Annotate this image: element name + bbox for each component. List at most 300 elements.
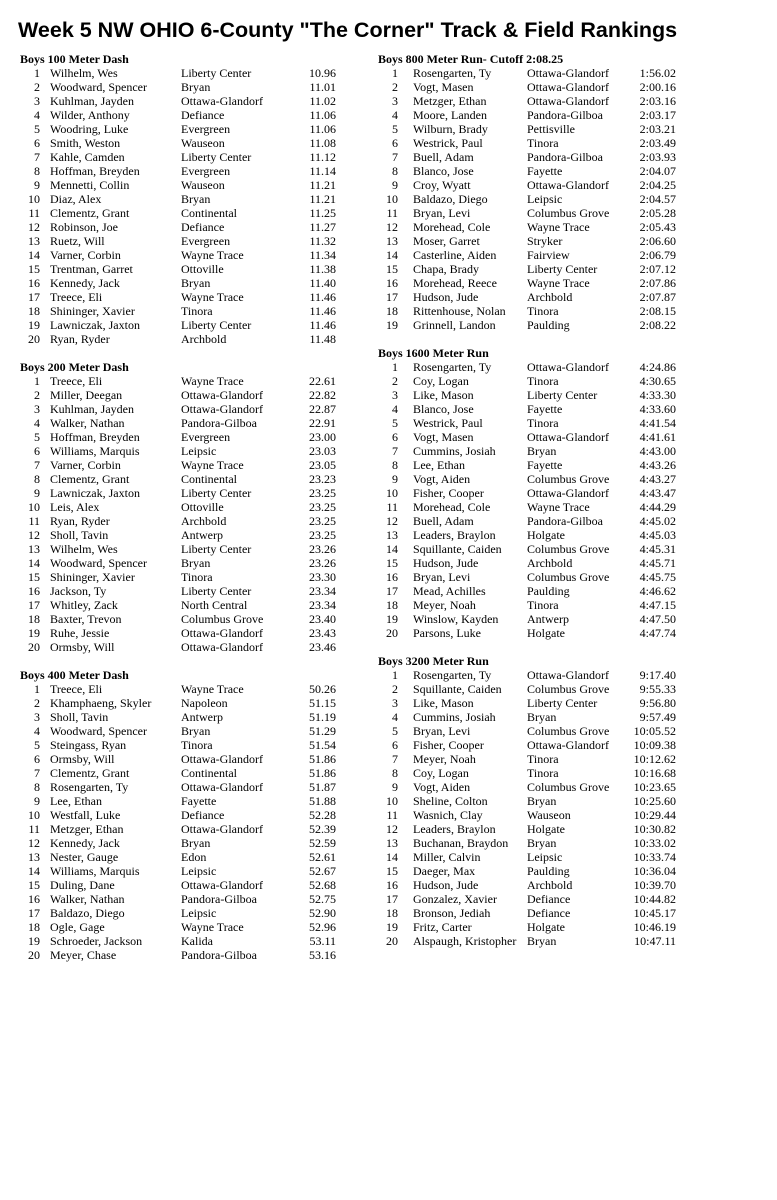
result-rank: 5 [392,416,398,430]
result-school: Stryker [527,234,563,248]
result-time: 50.26 [309,682,336,696]
result-time: 2:04.07 [639,164,676,178]
result-school: Evergreen [181,234,231,248]
result-rank: 10 [386,486,398,500]
result-rank: 18 [28,304,40,318]
result-name: Kennedy, Jack [50,276,120,290]
result-school: Wayne Trace [527,220,590,234]
result-row [378,416,758,430]
result-time: 4:33.30 [639,388,676,402]
result-row [378,584,758,598]
result-row [20,500,350,514]
result-time: 4:45.02 [639,514,676,528]
result-school: Tinora [527,374,559,388]
result-time: 23.30 [309,570,336,584]
result-time: 23.26 [309,542,336,556]
result-name: Parsons, Luke [413,626,481,640]
result-row [20,416,350,430]
result-name: Vogt, Aiden [413,780,471,794]
result-name: Coy, Logan [413,766,469,780]
result-row [378,234,758,248]
result-rank: 16 [28,892,40,906]
result-time: 10:33.74 [633,850,676,864]
result-school: Fayette [527,164,563,178]
result-time: 9:57.49 [639,710,676,724]
result-school: Ottawa-Glandorf [527,738,609,752]
event-boys-400-meter-dash [20,668,350,962]
result-row [20,402,350,416]
result-rank: 13 [28,542,40,556]
event-title: Boys 800 Meter Run- Cutoff 2:08.25 [378,52,564,66]
result-time: 11.14 [309,164,336,178]
result-row [20,234,350,248]
page-title: Week 5 NW OHIO 6-County "The Corner" Track & Field Rankings [18,18,678,42]
result-time: 4:30.65 [639,374,676,388]
result-rank: 4 [392,710,398,724]
result-time: 4:41.61 [639,430,676,444]
result-name: Buell, Adam [413,514,474,528]
result-row [20,108,350,122]
result-rank: 13 [28,850,40,864]
result-school: Antwerp [181,710,223,724]
event-boys-100-meter-dash [20,52,350,346]
result-rank: 20 [386,626,398,640]
result-name: Gonzalez, Xavier [413,892,497,906]
result-row [20,262,350,276]
result-row [378,752,758,766]
result-school: Wayne Trace [181,374,244,388]
result-time: 2:07.86 [639,276,676,290]
result-school: Continental [181,472,237,486]
result-rank: 3 [392,94,398,108]
result-row [378,94,758,108]
result-school: Liberty Center [181,542,252,556]
result-name: Metzger, Ethan [50,822,124,836]
result-name: Squillante, Caiden [413,542,502,556]
result-row [378,444,758,458]
result-school: Defiance [181,220,225,234]
result-school: Columbus Grove [527,682,610,696]
result-time: 11.46 [309,304,336,318]
result-name: Cummins, Josiah [413,444,496,458]
result-school: Pandora-Gilboa [527,108,603,122]
result-name: Morehead, Reece [413,276,497,290]
result-row [20,458,350,472]
result-rank: 12 [28,836,40,850]
result-name: Hudson, Jude [413,878,479,892]
result-row [20,878,350,892]
result-rank: 3 [392,696,398,710]
result-rank: 15 [28,262,40,276]
result-time: 4:43.00 [639,444,676,458]
event-boys-200-meter-dash [20,360,350,654]
result-time: 22.87 [309,402,336,416]
event-title: Boys 400 Meter Dash [20,668,129,682]
result-rank: 18 [28,920,40,934]
result-school: Pandora-Gilboa [527,514,603,528]
result-school: Columbus Grove [527,780,610,794]
result-row [20,542,350,556]
result-time: 52.68 [309,878,336,892]
result-time: 10:39.70 [633,878,676,892]
result-rank: 2 [34,80,40,94]
result-school: Ottawa-Glandorf [181,780,263,794]
result-rank: 6 [34,136,40,150]
result-rank: 12 [386,514,398,528]
result-rank: 19 [28,934,40,948]
result-row [378,920,758,934]
result-rank: 5 [34,430,40,444]
result-name: Grinnell, Landon [413,318,496,332]
result-school: Columbus Grove [527,570,610,584]
result-school: Liberty Center [181,486,252,500]
result-rank: 4 [34,108,40,122]
result-row [20,388,350,402]
result-school: Wayne Trace [527,276,590,290]
result-time: 23.40 [309,612,336,626]
result-school: Ottawa-Glandorf [181,388,263,402]
result-time: 51.19 [309,710,336,724]
result-row [378,808,758,822]
result-school: Leipsic [181,906,217,920]
result-time: 4:46.62 [639,584,676,598]
result-rank: 10 [386,794,398,808]
result-name: Clementz, Grant [50,206,130,220]
result-time: 4:41.54 [639,416,676,430]
result-row [20,122,350,136]
result-name: Fisher, Cooper [413,486,484,500]
result-name: Trentman, Garret [50,262,133,276]
result-school: Ottawa-Glandorf [181,878,263,892]
result-rank: 10 [28,500,40,514]
result-school: Ottawa-Glandorf [527,94,609,108]
result-row [20,318,350,332]
result-row [20,640,350,654]
result-time: 23.34 [309,584,336,598]
result-time: 4:43.26 [639,458,676,472]
result-time: 2:03.17 [639,108,676,122]
result-row [20,514,350,528]
result-time: 10:36.04 [633,864,676,878]
result-row [378,612,758,626]
result-name: Kuhlman, Jayden [50,402,134,416]
result-row [20,794,350,808]
result-name: Shininger, Xavier [50,304,135,318]
result-row [378,738,758,752]
result-time: 10:46.19 [633,920,676,934]
result-school: Defiance [181,108,225,122]
result-time: 10:30.82 [633,822,676,836]
result-time: 11.21 [309,178,336,192]
result-rank: 20 [28,640,40,654]
result-name: Treece, Eli [50,374,103,388]
result-row [378,668,758,682]
result-time: 51.15 [309,696,336,710]
result-name: Varner, Corbin [50,248,121,262]
result-time: 23.25 [309,514,336,528]
result-row [378,696,758,710]
result-name: Whitley, Zack [50,598,118,612]
result-rank: 15 [28,878,40,892]
result-row [378,822,758,836]
result-name: Buell, Adam [413,150,474,164]
result-rank: 17 [28,598,40,612]
result-name: Ormsby, Will [50,752,115,766]
result-row [378,570,758,584]
result-time: 11.38 [309,262,336,276]
result-school: North Central [181,598,248,612]
result-row [378,220,758,234]
result-name: Shininger, Xavier [50,570,135,584]
result-name: Bryan, Levi [413,724,471,738]
result-rank: 3 [34,402,40,416]
result-time: 2:04.57 [639,192,676,206]
result-rank: 7 [392,150,398,164]
result-row [20,584,350,598]
result-school: Evergreen [181,430,231,444]
result-school: Leipsic [181,864,217,878]
result-time: 53.11 [309,934,336,948]
result-name: Meyer, Noah [413,752,476,766]
result-school: Archbold [181,332,227,346]
result-row [378,682,758,696]
result-row [20,766,350,780]
result-row [378,290,758,304]
result-name: Fisher, Cooper [413,738,484,752]
result-row [378,388,758,402]
result-time: 4:45.75 [639,570,676,584]
result-rank: 17 [386,892,398,906]
result-name: Clementz, Grant [50,472,130,486]
result-school: Pandora-Gilboa [181,892,257,906]
result-time: 11.01 [309,80,336,94]
result-time: 2:03.21 [639,122,676,136]
result-name: Mead, Achilles [413,584,486,598]
result-name: Baxter, Trevon [50,612,122,626]
result-row [378,598,758,612]
result-school: Holgate [527,920,565,934]
result-rank: 5 [34,122,40,136]
result-school: Antwerp [181,528,223,542]
result-school: Leipsic [527,192,563,206]
result-school: Bryan [527,934,557,948]
result-row [20,836,350,850]
result-row [20,528,350,542]
result-row [20,136,350,150]
result-row [378,248,758,262]
result-school: Fayette [527,402,563,416]
result-time: 10:05.52 [633,724,676,738]
result-school: Columbus Grove [527,542,610,556]
result-time: 52.59 [309,836,336,850]
result-rank: 14 [386,542,398,556]
result-rank: 6 [392,430,398,444]
result-name: Vogt, Aiden [413,472,471,486]
result-name: Lee, Ethan [50,794,102,808]
result-school: Leipsic [527,850,563,864]
result-row [378,164,758,178]
result-time: 23.05 [309,458,336,472]
result-row [378,80,758,94]
result-school: Tinora [527,766,559,780]
result-rank: 15 [386,556,398,570]
result-rank: 2 [392,80,398,94]
result-rank: 2 [34,388,40,402]
result-row [20,192,350,206]
result-school: Evergreen [181,164,231,178]
result-rank: 17 [28,906,40,920]
result-row [378,430,758,444]
result-name: Nester, Gauge [50,850,119,864]
result-row [20,472,350,486]
result-name: Rosengarten, Ty [413,360,492,374]
result-name: Fritz, Carter [413,920,472,934]
result-name: Blanco, Jose [413,164,474,178]
result-row [20,66,350,80]
result-row [20,920,350,934]
result-school: Leipsic [181,444,217,458]
result-rank: 1 [392,668,398,682]
result-name: Schroeder, Jackson [50,934,143,948]
result-time: 52.67 [309,864,336,878]
result-rank: 5 [392,724,398,738]
result-rank: 19 [386,318,398,332]
result-rank: 17 [386,584,398,598]
result-row [20,276,350,290]
result-time: 52.61 [309,850,336,864]
result-name: Ormsby, Will [50,640,115,654]
result-rank: 16 [386,276,398,290]
result-rank: 10 [28,192,40,206]
result-school: Tinora [527,136,559,150]
result-time: 11.06 [309,122,336,136]
result-rank: 16 [28,276,40,290]
result-school: Ottawa-Glandorf [181,402,263,416]
result-rank: 8 [34,164,40,178]
result-rank: 9 [34,794,40,808]
result-name: Kennedy, Jack [50,836,120,850]
result-time: 2:08.15 [639,304,676,318]
result-time: 11.46 [309,290,336,304]
result-rank: 18 [28,612,40,626]
result-school: Liberty Center [527,388,598,402]
result-time: 52.90 [309,906,336,920]
result-school: Ottawa-Glandorf [527,178,609,192]
result-row [20,290,350,304]
result-name: Rosengarten, Ty [50,780,129,794]
result-time: 11.02 [309,94,336,108]
result-rank: 18 [386,304,398,318]
result-time: 2:06.60 [639,234,676,248]
result-time: 9:56.80 [639,696,676,710]
result-row [378,528,758,542]
result-time: 10:33.02 [633,836,676,850]
result-rank: 3 [34,710,40,724]
result-rank: 10 [386,192,398,206]
result-row [378,724,758,738]
result-row [20,248,350,262]
result-name: Ryan, Ryder [50,514,110,528]
result-row [378,794,758,808]
result-row [20,752,350,766]
result-time: 2:00.16 [639,80,676,94]
result-rank: 20 [28,948,40,962]
result-row [378,934,758,948]
result-school: Liberty Center [181,318,252,332]
result-row [20,374,350,388]
result-name: Buchanan, Braydon [413,836,509,850]
result-time: 10:29.44 [633,808,676,822]
result-time: 2:03.93 [639,150,676,164]
result-school: Wauseon [527,808,571,822]
result-row [20,738,350,752]
result-time: 4:47.74 [639,626,676,640]
result-school: Tinora [527,304,559,318]
result-school: Bryan [181,556,211,570]
result-school: Wauseon [181,136,225,150]
result-time: 23.43 [309,626,336,640]
result-time: 2:03.16 [639,94,676,108]
result-rank: 5 [392,122,398,136]
result-name: Alspaugh, Kristopher [413,934,517,948]
result-name: Vogt, Masen [413,80,474,94]
result-time: 11.08 [309,136,336,150]
result-name: Miller, Deegan [50,388,123,402]
result-name: Wilburn, Brady [413,122,488,136]
result-name: Diaz, Alex [50,192,102,206]
result-name: Wilhelm, Wes [50,66,118,80]
result-time: 10:23.65 [633,780,676,794]
result-time: 52.96 [309,920,336,934]
result-school: Bryan [527,836,557,850]
result-name: Westrick, Paul [413,136,483,150]
result-name: Ruetz, Will [50,234,105,248]
result-name: Woodring, Luke [50,122,129,136]
result-time: 23.03 [309,444,336,458]
result-name: Treece, Eli [50,682,103,696]
result-school: Ottawa-Glandorf [181,752,263,766]
result-row [378,178,758,192]
result-rank: 6 [34,752,40,766]
result-time: 52.75 [309,892,336,906]
result-rank: 4 [34,724,40,738]
result-rank: 18 [386,598,398,612]
result-name: Hoffman, Breyden [50,164,140,178]
result-school: Bryan [181,276,211,290]
result-rank: 8 [392,458,398,472]
result-school: Bryan [181,80,211,94]
result-time: 23.34 [309,598,336,612]
result-rank: 9 [392,178,398,192]
result-time: 23.46 [309,640,336,654]
result-school: Wayne Trace [527,500,590,514]
result-name: Mennetti, Collin [50,178,130,192]
result-rank: 19 [28,626,40,640]
result-school: Columbus Grove [527,206,610,220]
result-name: Walker, Nathan [50,892,125,906]
result-school: Wayne Trace [181,682,244,696]
result-school: Paulding [527,584,570,598]
result-row [20,304,350,318]
result-rank: 11 [28,822,40,836]
result-time: 51.86 [309,752,336,766]
result-name: Bryan, Levi [413,570,471,584]
result-rank: 16 [386,570,398,584]
result-rank: 11 [28,206,40,220]
result-rank: 14 [28,556,40,570]
result-rank: 14 [386,248,398,262]
result-rank: 4 [392,402,398,416]
